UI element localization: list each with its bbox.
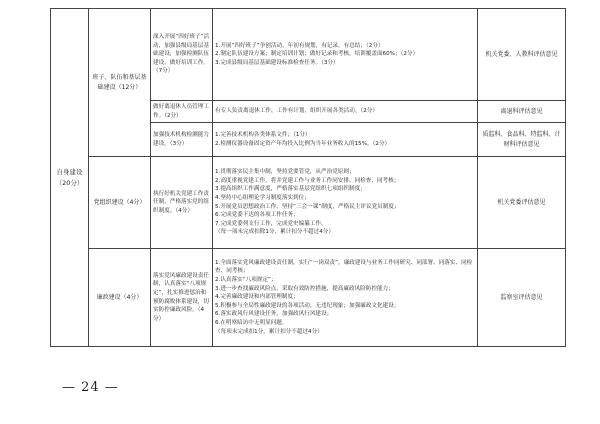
subcategory-cell: 廉政建设（4分）: [89, 249, 151, 347]
criteria-line: 6.落实政风行风建设任务，加强政风行风建设；: [215, 311, 333, 318]
requirement-cell: 做好离退休人员管理工作。（2分）: [151, 101, 213, 123]
criteria-line: 5.积极参与全局性廉政建设的各项活动，无违纪现象；加强廉政文化建设；: [215, 302, 400, 309]
criteria-line: （每项未完成扣1分，累计扣分不超过4分）: [215, 328, 323, 335]
criteria-line: 1.全面落实党风廉政建设责任制，实行“一岗双责”，廉政建设与业务工作同研究、同部署、同落实、同检查、同考核；: [215, 259, 473, 275]
criteria-line: 1.贯彻落实民主集中制，坚持党要管党，从严治党原则；: [215, 168, 355, 175]
requirement-cell: 执行好机关党建工作责任制，严格落实党的组织制度。（4分）: [151, 157, 213, 249]
department-cell: 离退科评估意见: [478, 101, 566, 123]
requirement-cell: 落实党风廉政建设责任制，认真落实“八项规定”，扎实推进惩治和预防腐败体系建设，切实防控廉政风险。（4分）: [151, 249, 213, 347]
requirement-cell: 加强技术机构检测能力建设。（3分）: [151, 123, 213, 157]
criteria-cell: [213, 9, 478, 101]
subcategory-cell: 班子、队伍和基层基础建设（12分）: [89, 9, 151, 157]
criteria-line: （每一项未完成扣除1分，累计扣分不超过4分）: [215, 229, 334, 236]
criteria-line: 2.制定队伍建设方案；制定培训计划；做好记录和考核，培训覆盖面60%；（2分）: [215, 51, 419, 58]
criteria-line: 6.在明察暗访中无明显问题。: [215, 320, 288, 327]
evaluation-table: [50, 8, 566, 347]
criteria-cell: [213, 101, 478, 123]
requirement-cell: 深入开展“四好班子”活动，加强县级局基层基础建设，加强检测队伍建设，做好培训工作。（7分）: [151, 9, 213, 101]
criteria-line: 4.坚持中心组理论学习制度落实到位；: [215, 194, 310, 201]
criteria-line: 3.提高组织工作满意度，严格落实基层党组织七项组织制度；: [215, 186, 366, 193]
table-row: [51, 157, 566, 249]
criteria-line: 7.完成党委列支行工作，完成党史编纂工作。: [215, 220, 327, 227]
criteria-line: 2.认真落实“八项规定”；: [215, 276, 277, 283]
criteria-line: 3.完成县级局基层基础建设标准检查任务。（3分）: [215, 59, 339, 66]
department-cell: 机关党委、人教科评估意见: [478, 9, 566, 101]
criteria-line: 1.开展“四好班子”争创活动，年初有规划，有记录，有总结；（2分）: [215, 42, 384, 49]
department-cell: 监察室评估意见: [478, 249, 566, 347]
category-cell: 自身建设（20分）: [51, 9, 89, 347]
criteria-line: 2.高度重视党建工作，将并党建工作与业务工作同安排、同检查、同考核；: [215, 177, 400, 184]
table-row: [51, 9, 566, 101]
criteria-line: 2.检测仪器设备固定资产年均投入比例为当年业务收入的15%。（2分）: [215, 140, 391, 147]
page-number: — 24 —: [62, 380, 119, 395]
criteria-line: 3.进一步查找廉政风险点，采取有效防控措施，提高廉政风险防控能力；: [215, 285, 394, 292]
criteria-line: 有专人负责离退休工作，工作有计划，组织开展各类活动。（2分）: [215, 108, 378, 115]
criteria-cell: [213, 157, 478, 249]
department-cell: 机关党委评估意见: [478, 157, 566, 249]
criteria-line: 1.完善技术机构各类体系文件；（1分）: [215, 131, 311, 138]
criteria-cell: [213, 249, 478, 347]
criteria-line: 4.完善廉政建设和内部管理制度；: [215, 294, 299, 301]
criteria-cell: [213, 123, 478, 157]
department-cell: 质监科、食品科、特监科、计财科评估意见: [478, 123, 566, 157]
criteria-line: 6.完成党委下达的各项工作任务；: [215, 212, 299, 219]
subcategory-cell: 党组织建设（4分）: [89, 157, 151, 249]
table-row: [51, 249, 566, 347]
criteria-line: 5.开展党员思想政治工作，坚持“三会一课”制度，严格民主评议党员制度；: [215, 203, 400, 210]
